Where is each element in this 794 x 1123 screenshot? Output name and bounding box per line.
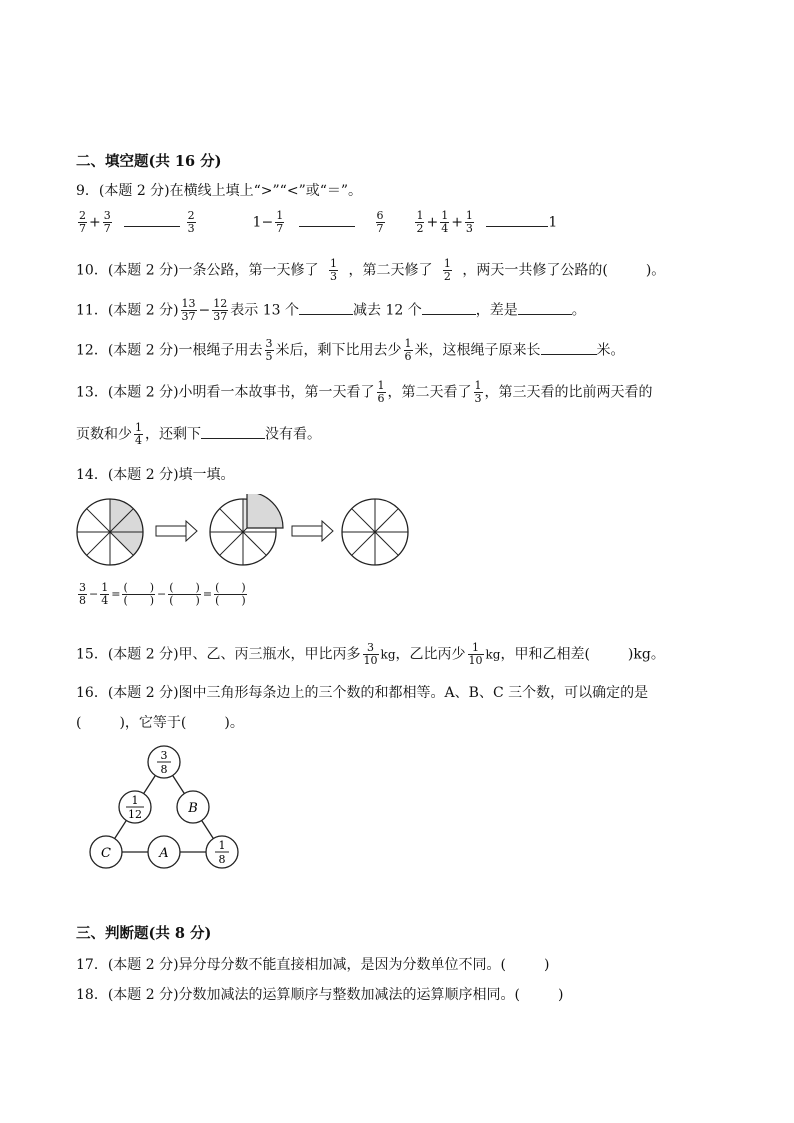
svg-text:3: 3 (160, 749, 168, 762)
answer-fraction[interactable]: $\frac{( )}{( )}$ (215, 581, 246, 607)
fraction-circles-diagram (70, 494, 420, 570)
node-A (148, 836, 180, 868)
svg-text:A: A (159, 846, 169, 861)
fraction: $\frac{1}{3}$ (465, 209, 473, 235)
node-B (177, 791, 209, 823)
answer-fraction[interactable]: $\frac{( )}{( )}$ (123, 581, 155, 607)
answer-blank[interactable] (518, 300, 572, 315)
answer-fraction[interactable]: $\frac{( )}{( )}$ (169, 581, 200, 607)
section-title-fill-blank: 二、填空题(共 16 分) (76, 153, 222, 170)
answer-blank[interactable] (541, 340, 597, 355)
answer-blank[interactable] (422, 300, 476, 315)
answer-blank[interactable] (201, 424, 265, 439)
section-title-judgement: 三、判断题(共 8 分) (76, 925, 212, 942)
svg-text:8: 8 (218, 853, 226, 866)
question-13-line2: 页数和少 $\frac{1}{4}$ ，还剩下 没有看。 (76, 421, 321, 447)
question-9-expressions: $\frac{2}{7}$ + $\frac{3}{7}$ $\frac{2}{3}$ 1− $\frac{1}{7}$ $\frac{6}{7}$ $\frac{1}{2}$ + $\frac{1}{4}$ + $\frac{1}{3}$ 1 (79, 209, 558, 235)
node-C (90, 836, 122, 868)
fraction: $\frac{1}{4}$ (441, 209, 449, 235)
question-13-line1: 13．(本题 2 分)小明看一本故事书，第一天看了 $\frac{1}{6}$ ，第二天看了 $\frac{1}{3}$ ，第三天看的比前两天看的 (76, 379, 653, 405)
question-14-title: 14．(本题 2 分)填一填。 (76, 467, 235, 483)
node-left (119, 791, 151, 823)
circle-eighths-shaded-3 (77, 499, 143, 565)
question-15: 15．(本题 2 分)甲、乙、丙三瓶水，甲比丙多 $\frac{3}{10}$ kg，乙比丙少 $\frac{1}{10}$ kg，甲和乙相差( )kg。 (76, 641, 665, 667)
question-12: 12．(本题 2 分)一根绳子用去 $\frac{3}{5}$ 米后，剩下比用去少 $\frac{1}{6}$ 米，这根绳子原来长 米。 (76, 337, 625, 363)
question-18: 18．(本题 2 分)分数加减法的运算顺序与整数加减法的运算顺序相同。( ) (76, 987, 564, 1003)
fraction: $\frac{1}{7}$ (276, 209, 284, 235)
svg-text:1: 1 (131, 794, 139, 807)
svg-text:C: C (101, 846, 111, 861)
svg-text:B: B (188, 801, 198, 816)
question-17: 17．(本题 2 分)异分母分数不能直接相加减，是因为分数单位不同。( ) (76, 957, 550, 973)
node-right (206, 836, 238, 868)
question-16-line2: ( )，它等于( )。 (76, 715, 244, 731)
answer-blank[interactable] (124, 212, 180, 227)
fraction: $\frac{2}{3}$ (187, 209, 195, 235)
answer-blank[interactable] (299, 212, 355, 227)
question-14-equation: $\frac{3}{8}$ − $\frac{1}{4}$ = $\frac{( )}{( )}$ − $\frac{( )}{( )}$ = $\frac{( )}{( )}$ (79, 581, 246, 607)
fraction: $\frac{6}{7}$ (376, 209, 384, 235)
svg-text:12: 12 (128, 808, 142, 821)
arrow-icon (156, 521, 197, 541)
question-9-text: 9．(本题 2 分)在横线上填上“>”“<”或“＝”。 (76, 183, 363, 199)
fraction: $\frac{3}{7}$ (103, 209, 111, 235)
triangle-number-diagram (84, 742, 244, 872)
answer-blank[interactable] (486, 212, 548, 227)
fraction: $\frac{2}{7}$ (79, 209, 86, 235)
question-11: 11．(本题 2 分) $\frac{13}{37}$ − $\frac{12}{37}$ 表示 13 个 减去 12 个 ，差是 。 (76, 297, 586, 323)
question-10: 10．(本题 2 分)一条公路，第一天修了 $\frac{1}{3}$ ，第二天修了 $\frac{1}{2}$ ，两天一共修了公路的( )。 (76, 257, 666, 283)
fraction: $\frac{1}{2}$ (416, 209, 424, 235)
circle-eighths-quarter-removed (210, 494, 283, 565)
question-16-line1: 16．(本题 2 分)图中三角形每条边上的三个数的和都相等。A、B、C 三个数，可以确定的是 (76, 685, 649, 701)
node-top (148, 746, 180, 778)
arrow-icon (292, 521, 333, 541)
svg-text:8: 8 (160, 763, 168, 776)
circle-eighths-empty (342, 499, 408, 565)
answer-blank[interactable] (299, 300, 353, 315)
svg-text:1: 1 (218, 839, 226, 852)
